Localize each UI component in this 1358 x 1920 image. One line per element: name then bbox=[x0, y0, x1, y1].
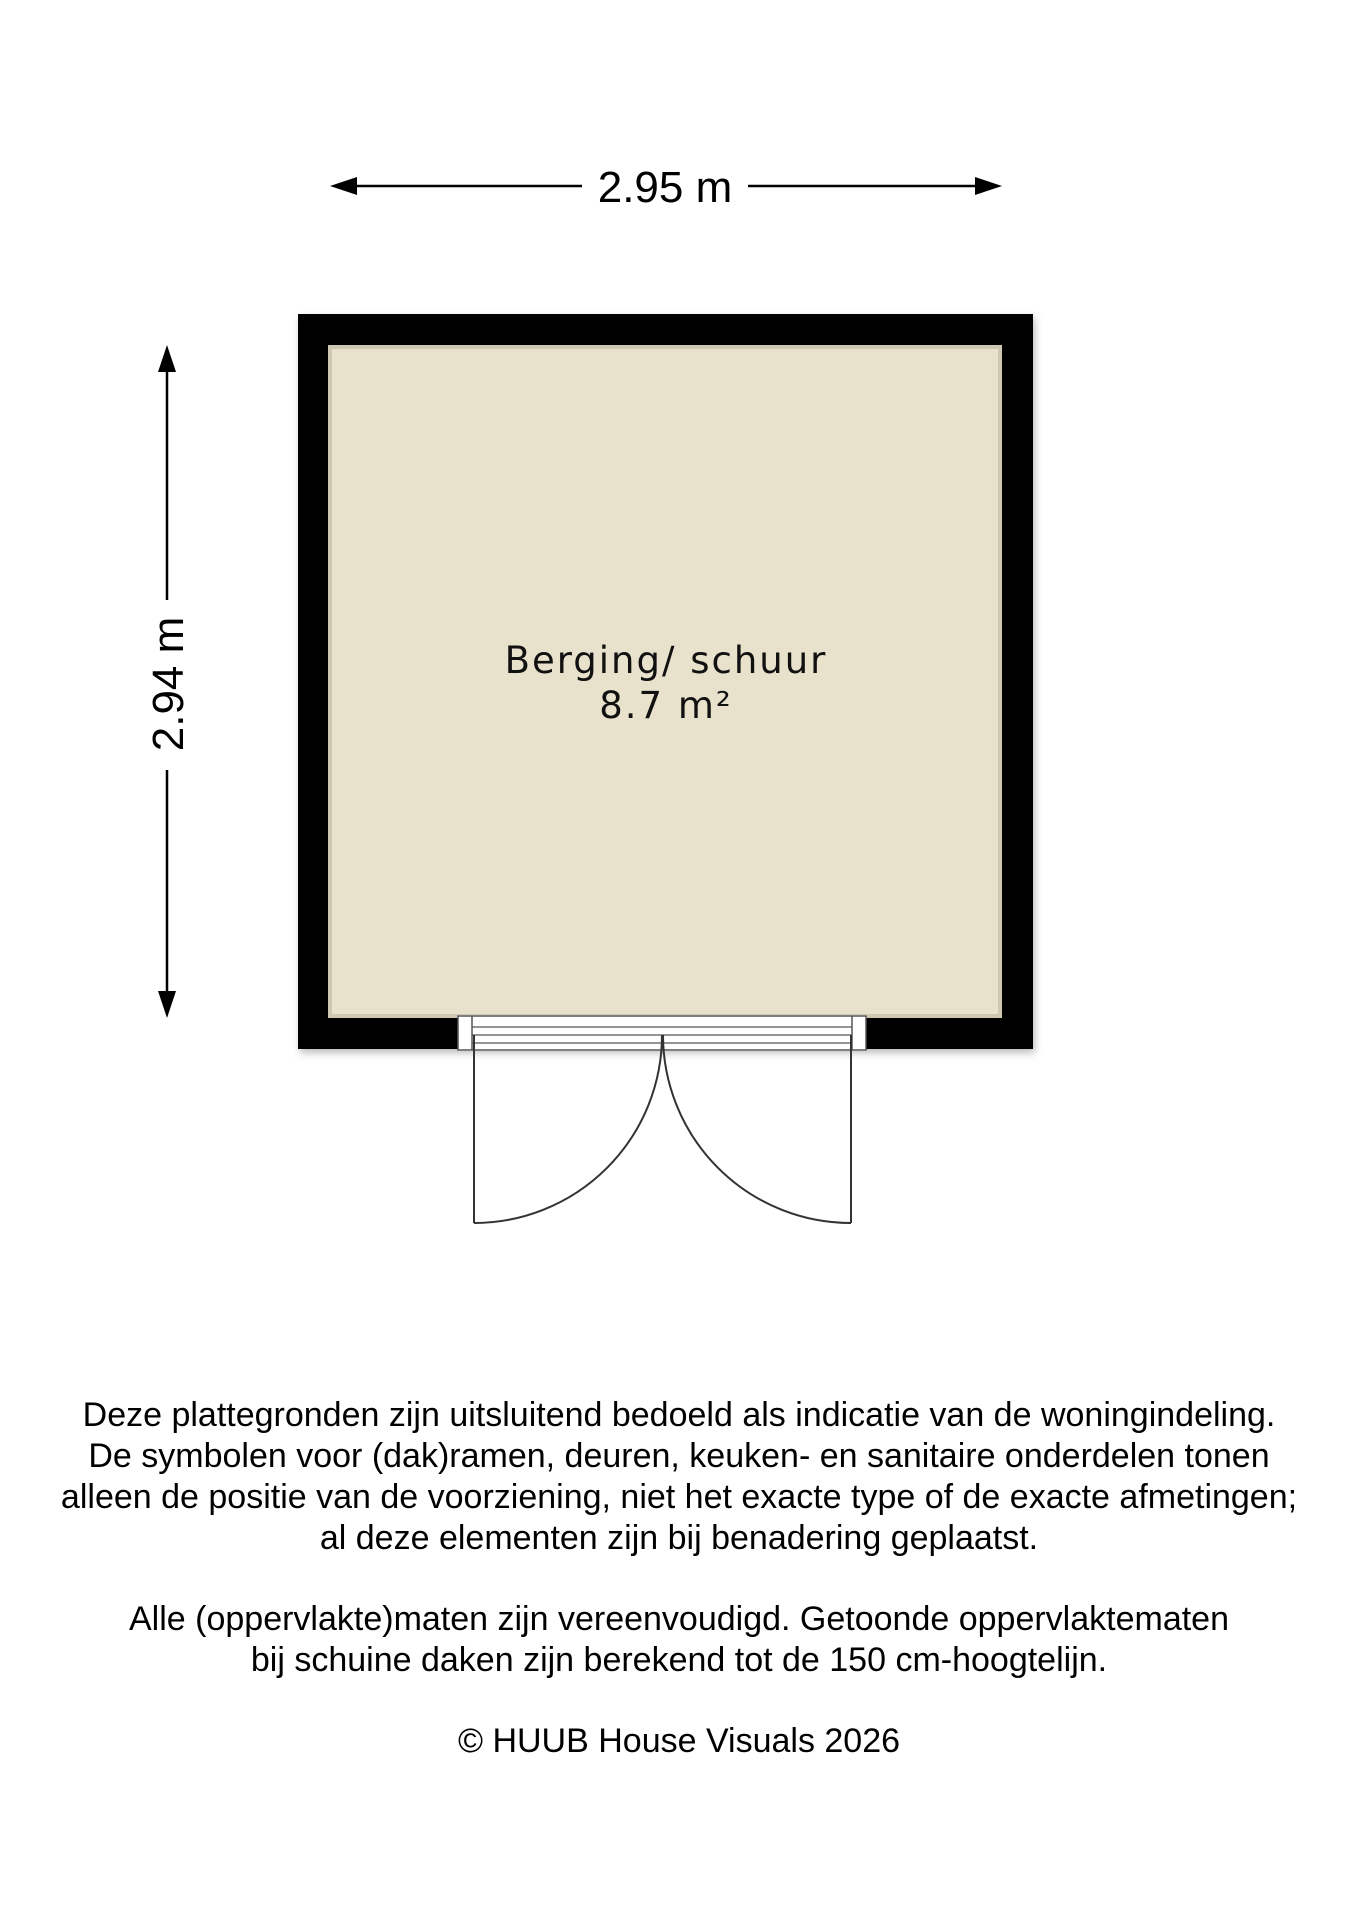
copyright: © HUUB House Visuals 2026 bbox=[457, 1722, 901, 1760]
disclaimer-line: al deze elementen zijn bij benadering geplaatst. bbox=[319, 1519, 1039, 1557]
disclaimer-line: Alle (oppervlakte)maten zijn vereenvoudigd. Getoonde oppervlaktematen bbox=[129, 1600, 1229, 1638]
disclaimer-line: Deze plattegronden zijn uitsluitend bedoeld als indicatie van de woningindeling. bbox=[82, 1396, 1276, 1434]
door-swing-right bbox=[663, 1035, 851, 1223]
double-door-icon bbox=[474, 1035, 851, 1223]
door-swing-left bbox=[474, 1035, 662, 1223]
disclaimer bbox=[0, 1395, 1358, 1802]
disclaimer-line: alleen de positie van de voorziening, niet het exacte type of de exacte afmetingen; bbox=[60, 1478, 1298, 1516]
width-label: 2.95 m bbox=[597, 163, 733, 212]
arrow-up-icon bbox=[158, 345, 176, 372]
arrow-left-icon bbox=[330, 177, 357, 195]
disclaimer-line: De symbolen voor (dak)ramen, deuren, keuken- en sanitaire onderdelen tonen bbox=[88, 1437, 1270, 1475]
disclaimer-line: bij schuine daken zijn berekend tot de 150 cm-hoogtelijn. bbox=[250, 1641, 1108, 1679]
disclaimer-paragraph-1 bbox=[0, 1395, 1358, 1559]
room-berging bbox=[298, 314, 1035, 1223]
disclaimer-paragraph-2 bbox=[0, 1599, 1358, 1681]
width-dimension bbox=[330, 163, 1002, 212]
height-dimension bbox=[144, 345, 193, 1018]
room-area: 8.7 m² bbox=[599, 684, 733, 727]
room-name: Berging/ schuur bbox=[504, 639, 828, 682]
height-label: 2.94 m bbox=[144, 616, 193, 752]
arrow-right-icon bbox=[975, 177, 1002, 195]
arrow-down-icon bbox=[158, 991, 176, 1018]
